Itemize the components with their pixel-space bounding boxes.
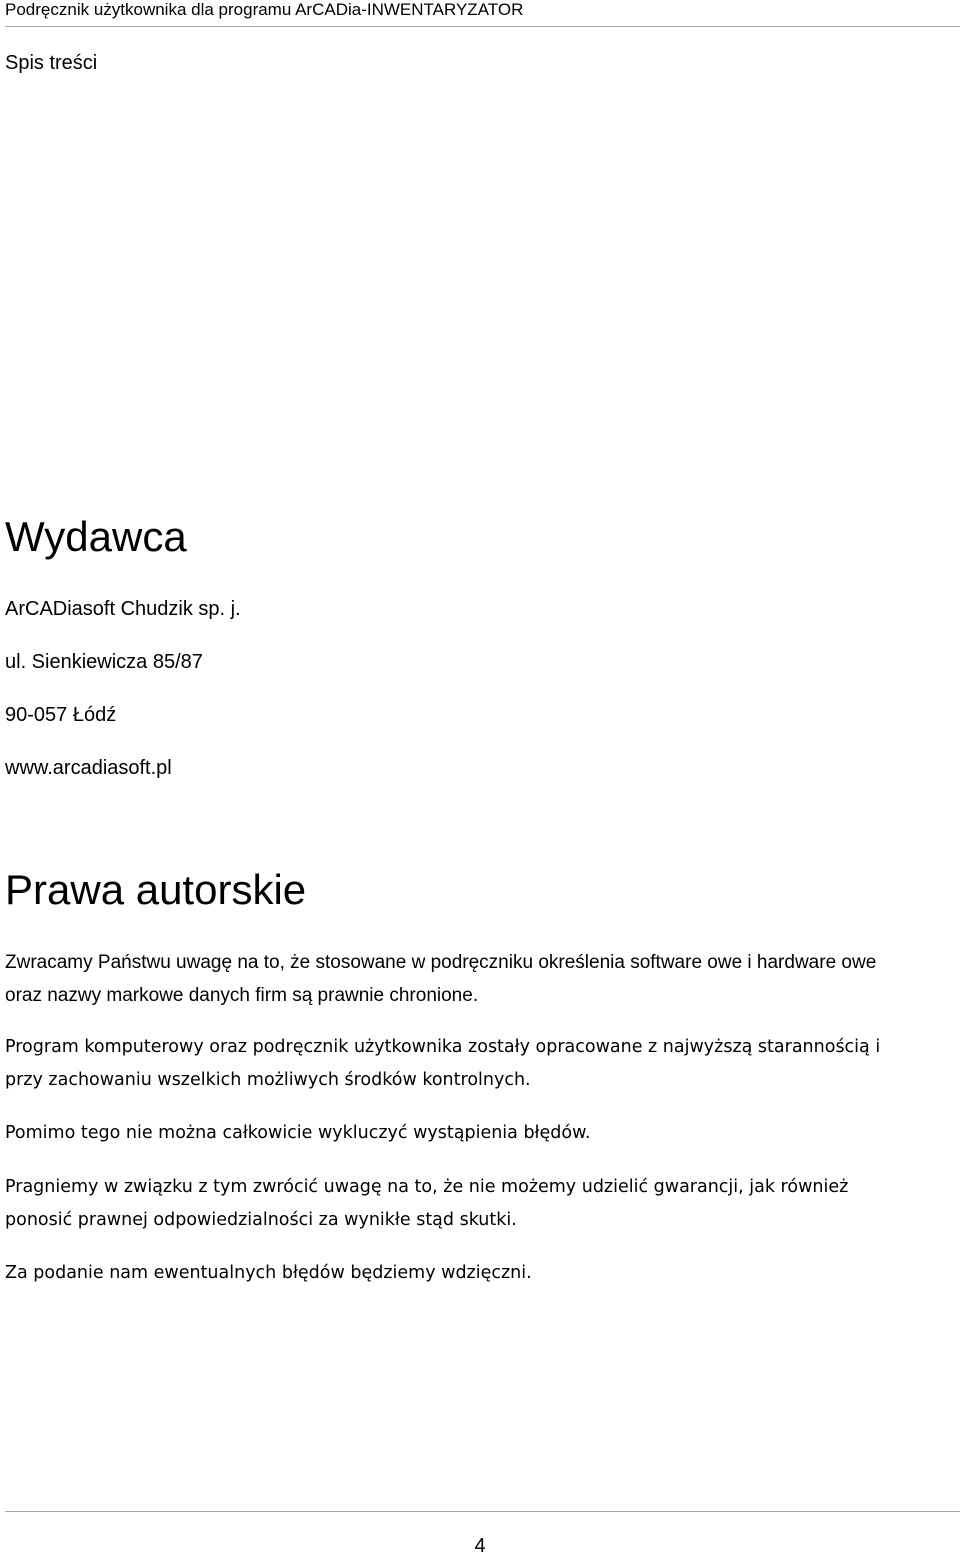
page-number: 4	[474, 1535, 486, 1557]
publisher-heading: Wydawca	[5, 513, 187, 560]
publisher-company: ArCADiasoft Chudzik sp. j.	[5, 598, 241, 620]
copyright-heading: Prawa autorskie	[5, 866, 307, 913]
page-header	[5, 0, 960, 27]
copyright-paragraph-3: Pomimo tego nie można całkowicie wykluczyć wystąpienia błędów.	[5, 1123, 591, 1143]
document-title: Podręcznik użytkownika dla programu ArCADia-INWENTARYZATOR	[5, 0, 524, 19]
copyright-paragraph-1: Zwracamy Państwu uwagę na to, że stosowane w podręczniku określenia software owe i hardware owe oraz nazwy markowe danych firm są prawnie chronione.	[5, 952, 877, 1006]
copyright-paragraph-2: Program komputerowy oraz podręcznik użytkownika zostały opracowane z najwyższą starannością i przy zachowaniu wszelkich możliwych środków kontrolnych.	[5, 1037, 881, 1090]
copyright-paragraph-5: Za podanie nam ewentualnych błędów będziemy wdzięczni.	[5, 1263, 532, 1283]
publisher-city: 90-057 Łódź	[5, 704, 117, 726]
footer-divider	[5, 1511, 960, 1512]
toc-title: Spis treści	[5, 52, 98, 74]
publisher-website: www.arcadiasoft.pl	[5, 757, 172, 779]
publisher-street: ul. Sienkiewicza 85/87	[5, 651, 203, 673]
copyright-paragraph-4: Pragniemy w związku z tym zwrócić uwagę na to, że nie możemy udzielić gwarancji, jak również ponosić prawnej odpowiedzialności za wynikłe stąd skutki.	[5, 1177, 849, 1230]
